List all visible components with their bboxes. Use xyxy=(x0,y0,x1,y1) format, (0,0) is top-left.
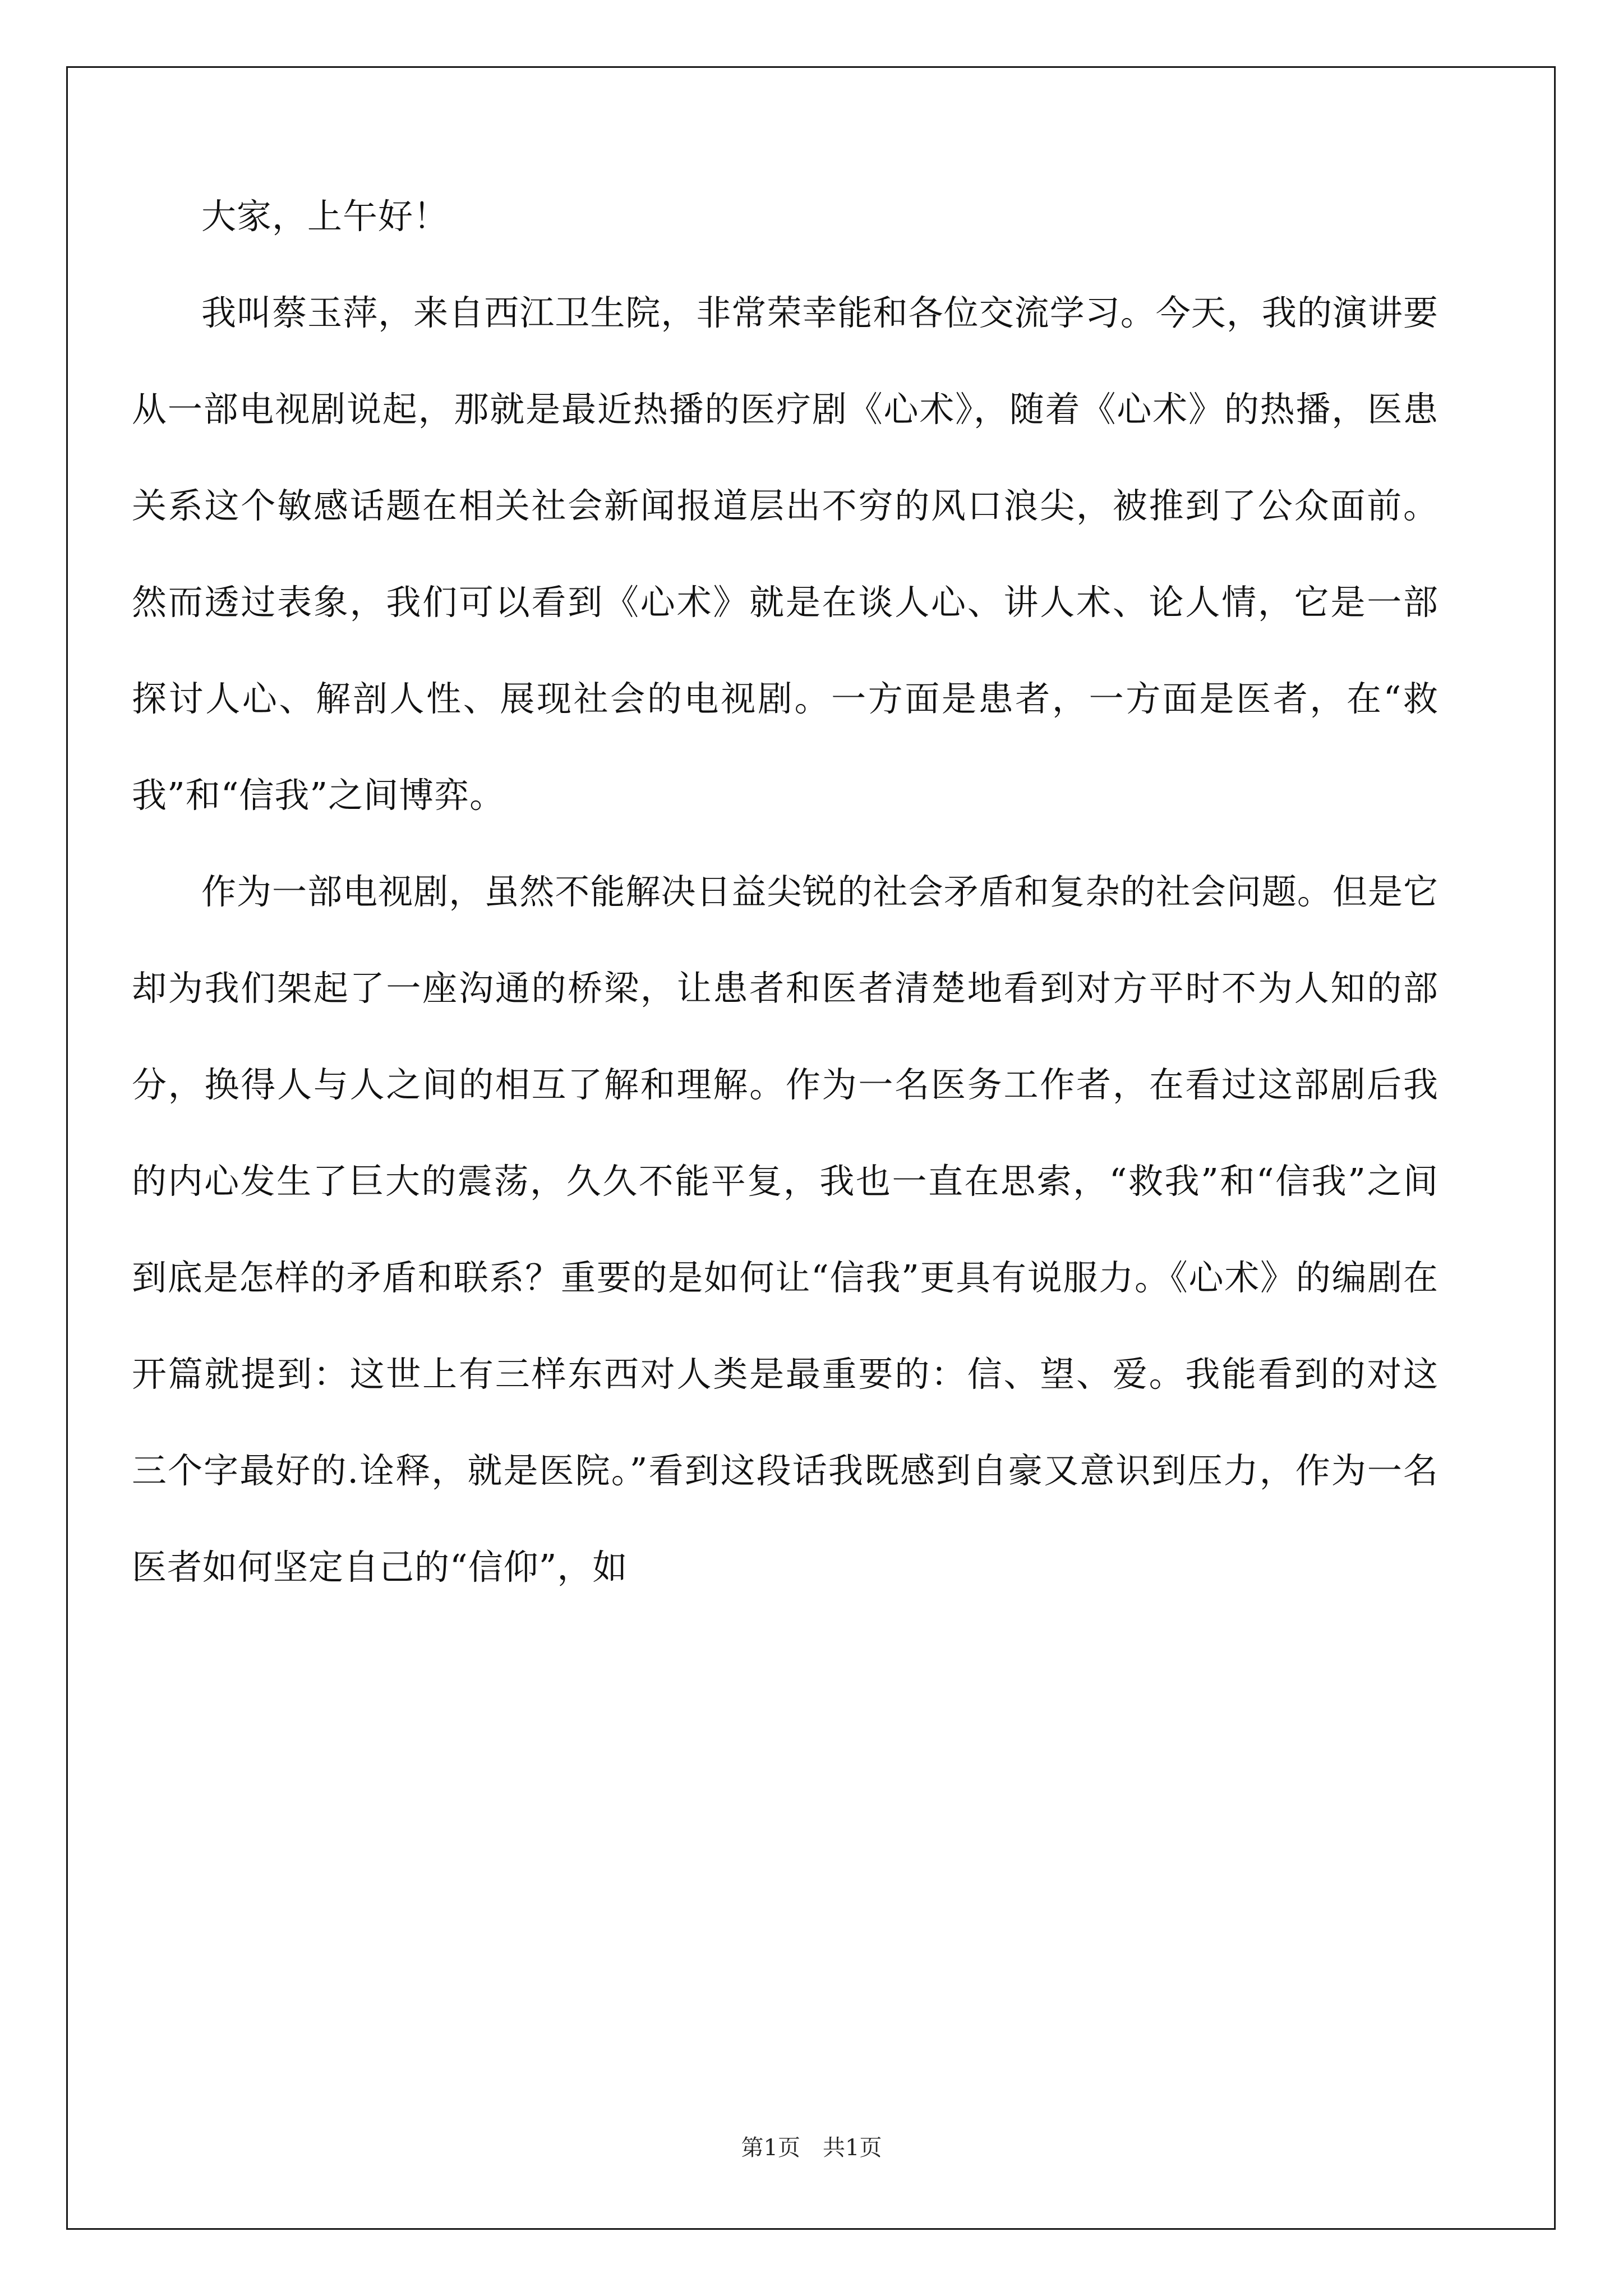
document-body xyxy=(132,168,1438,1616)
page-total: 共1页 xyxy=(823,2135,882,2161)
page-footer xyxy=(0,2134,1623,2161)
paragraph-intro: 我叫蔡玉萍，来自西江卫生院，非常荣幸能和各位交流学习。今天，我的演讲要从一部电视剧说起，那就是最近热播的医疗剧《心术》，随着《心术》的热播，医患关系这个敏感话题在相关社会新闻报道层出不穷的风口浪尖，被推到了公众面前。然而透过表象，我们可以看到《心术》就是在谈人心、讲人术、论人情，它是一部探讨人心、解剖人性、展现社会的电视剧。一方面是患者，一方面是医者，在“救我”和“信我”之间博弈。 xyxy=(132,292,1438,816)
paragraph-reflection: 作为一部电视剧，虽然不能解决日益尖锐的社会矛盾和复杂的社会问题。但是它却为我们架起了一座沟通的桥梁，让患者和医者清楚地看到对方平时不为人知的部分，换得人与人之间的相互了解和理解。作为一名医务工作者，在看过这部剧后我的内心发生了巨大的震荡，久久不能平复，我也一直在思索，“救我”和“信我”之间到底是怎样的矛盾和联系？重要的是如何让“信我”更具有说服力。《心术》的编剧在开篇就提到：这世上有三样东西对人类是最重要的：信、望、爱。我能看到的对这三个字最好的.诠释，就是医院。”看到这段话我既感到自豪又意识到压力，作为一名医者如何坚定自己的“信仰”，如 xyxy=(132,871,1438,1588)
paragraph-greeting: 大家，上午好！ xyxy=(201,196,449,237)
page-number: 第1页 xyxy=(741,2135,800,2161)
